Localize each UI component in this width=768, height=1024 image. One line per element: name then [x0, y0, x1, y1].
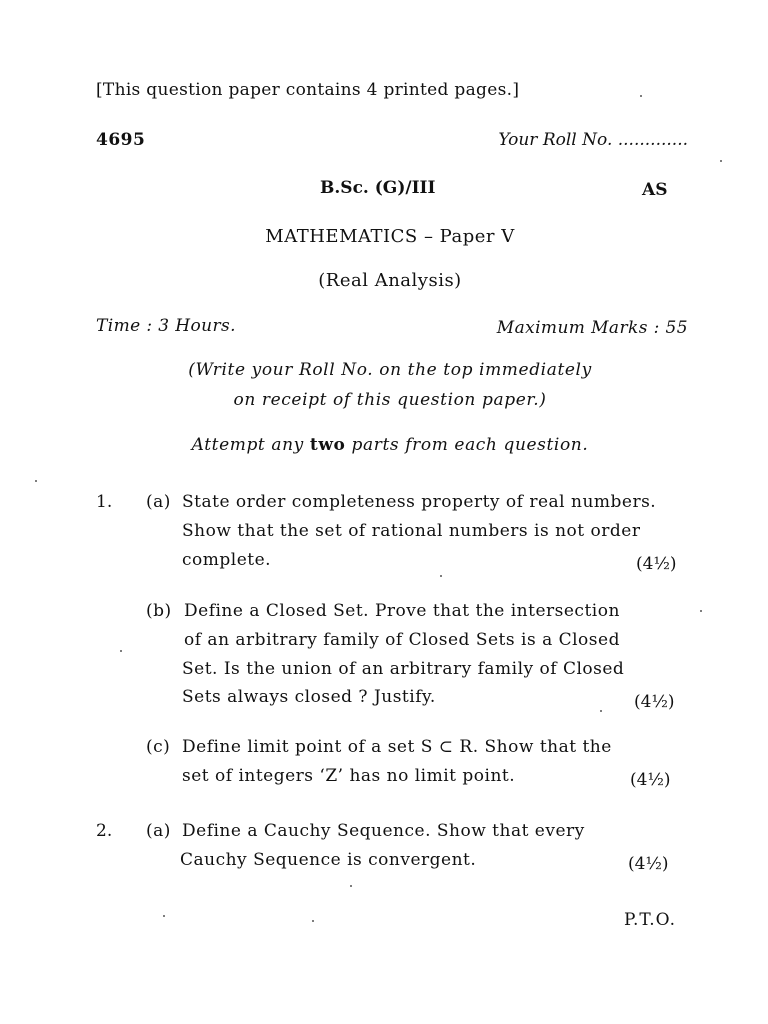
scan-speck: [720, 160, 722, 162]
question-1a-line-2: Show that the set of rational numbers is not order: [182, 521, 641, 541]
scan-speck: [120, 650, 122, 652]
question-1-number: 1.: [96, 492, 113, 512]
question-1a-line-3: complete.: [182, 550, 272, 570]
degree-label: B.Sc. (G)/III: [320, 178, 436, 198]
subject-title: MATHEMATICS – Paper V: [265, 226, 515, 247]
question-1c-marks: (4½): [630, 770, 671, 790]
question-2-number: 2.: [96, 821, 113, 841]
question-1b-label: (b): [146, 601, 172, 621]
question-1a-label: (a): [146, 492, 171, 512]
question-1c-line-2: set of integers ‘Z’ has no limit point.: [182, 766, 516, 786]
pages-notice: [This question paper contains 4 printed pages.]: [96, 80, 520, 100]
maximum-marks: Maximum Marks : 55: [496, 318, 688, 338]
question-1b-line-4: Sets always closed ? Justify.: [182, 687, 436, 707]
scan-speck: [700, 610, 702, 612]
question-1c-label: (c): [146, 737, 171, 757]
scan-speck: [163, 915, 165, 917]
roll-number-label: Your Roll No. .............: [498, 130, 688, 150]
question-1a-marks: (4½): [636, 554, 677, 574]
scan-speck: [312, 920, 314, 922]
course-code: AS: [642, 180, 668, 200]
instruction-line-2: on receipt of this question paper.): [233, 390, 547, 410]
attempt-pre: Attempt any: [191, 435, 304, 455]
question-2a-label: (a): [146, 821, 171, 841]
scan-speck: [600, 710, 602, 712]
attempt-post: parts from each question.: [351, 435, 589, 455]
attempt-count: two: [309, 435, 346, 455]
paper-code: 4695: [96, 130, 146, 150]
question-2a-line-2: Cauchy Sequence is convergent.: [180, 850, 477, 870]
question-1c-line-1: Define limit point of a set S ⊂ R. Show that the: [182, 737, 612, 757]
question-1b-line-1: Define a Closed Set. Prove that the intersection: [184, 601, 620, 621]
scan-speck: [640, 95, 642, 97]
scan-speck: [350, 885, 352, 887]
question-1b-line-2: of an arbitrary family of Closed Sets is a Closed: [184, 630, 620, 650]
scan-speck: [440, 575, 442, 577]
page-turn-over: P.T.O.: [624, 910, 676, 930]
instruction-line-1: (Write your Roll No. on the top immediately: [188, 360, 592, 380]
question-2a-line-1: Define a Cauchy Sequence. Show that every: [182, 821, 585, 841]
question-1a-line-1: State order completeness property of real numbers.: [182, 492, 657, 512]
scan-speck: [35, 480, 37, 482]
question-2a-marks: (4½): [628, 854, 669, 874]
subject-subtitle: (Real Analysis): [318, 270, 462, 291]
question-1b-marks: (4½): [634, 692, 675, 712]
question-1b-line-3: Set. Is the union of an arbitrary family of Closed: [182, 659, 625, 679]
time-allowed: Time : 3 Hours.: [96, 316, 236, 336]
attempt-instruction: [0, 435, 768, 455]
